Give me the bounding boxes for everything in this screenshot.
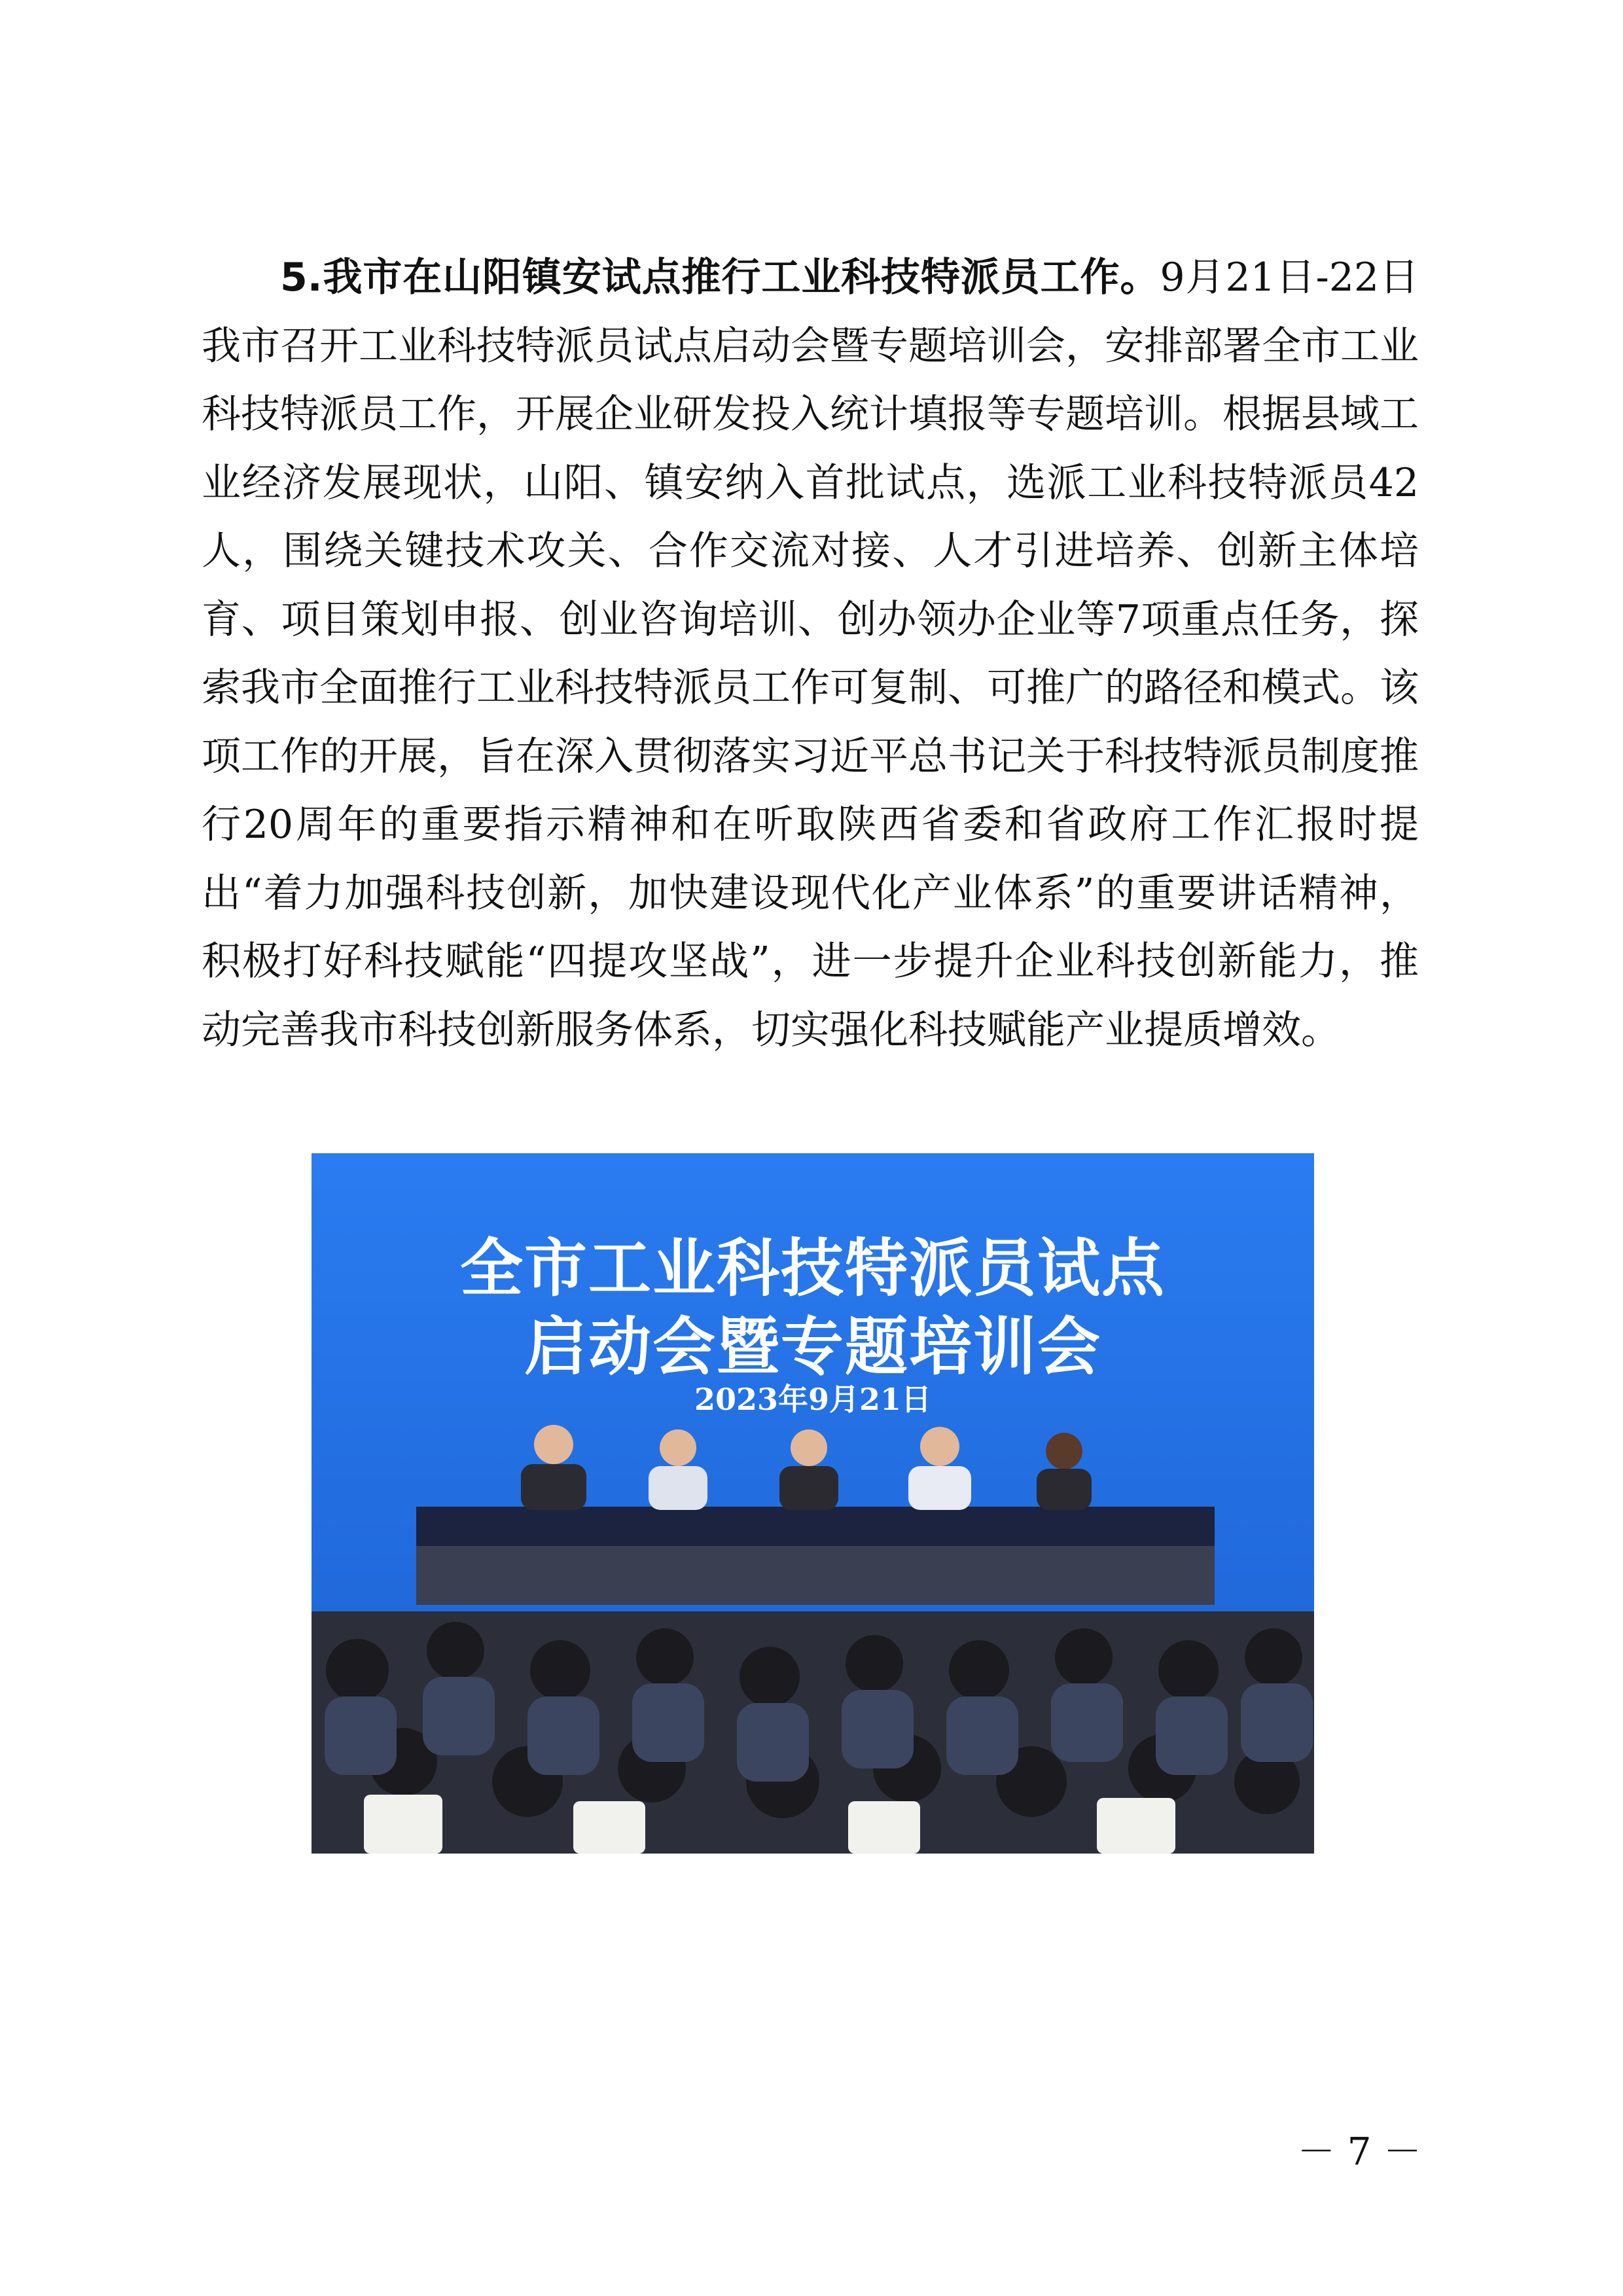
meeting-photo	[312, 1153, 1314, 1854]
paragraph-lead: 5.我市在山阳镇安试点推行工业科技特派员工作。	[280, 255, 1160, 300]
banner-title-line2: 启动会暨专题培训会	[524, 1310, 1101, 1384]
banner-title-line1: 全市工业科技特派员试点	[460, 1232, 1166, 1305]
page-number: － 7 －	[1297, 2129, 1421, 2174]
banner-date: 2023年9月21日	[694, 1382, 932, 1417]
body-paragraph	[202, 243, 1419, 1064]
paragraph-body: 9月21日-22日我市召开工业科技特派员试点启动会暨专题培训会，安排部署全市工业科技特派员工作，开展企业研发投入统计填报等专题培训。根据县域工业经济发展现状，山阳、镇安纳入首批试点，选派工业科技特派员42人，围绕关键技术攻关、合作交流对接、人才引进培养、创新主体培育、项目策划申报、创业咨询培训、创办领办企业等7项重点任务，探索我市全面推行工业科技特派员工作可复制、可推广的路径和模式。该项工作的开展，旨在深入贯彻落实习近平总书记关于科技特派员制度推行20周年的重要指示精神和在听取陕西省委和省政府工作汇报时提出“着力加强科技创新，加快建设现代化产业体系”的重要讲话精神，积极打好科技赋能“四提攻坚战”，进一步提升企业科技创新能力，推动完善我市科技创新服务体系，切实强化科技赋能产业提质增效。	[202, 255, 1419, 1053]
